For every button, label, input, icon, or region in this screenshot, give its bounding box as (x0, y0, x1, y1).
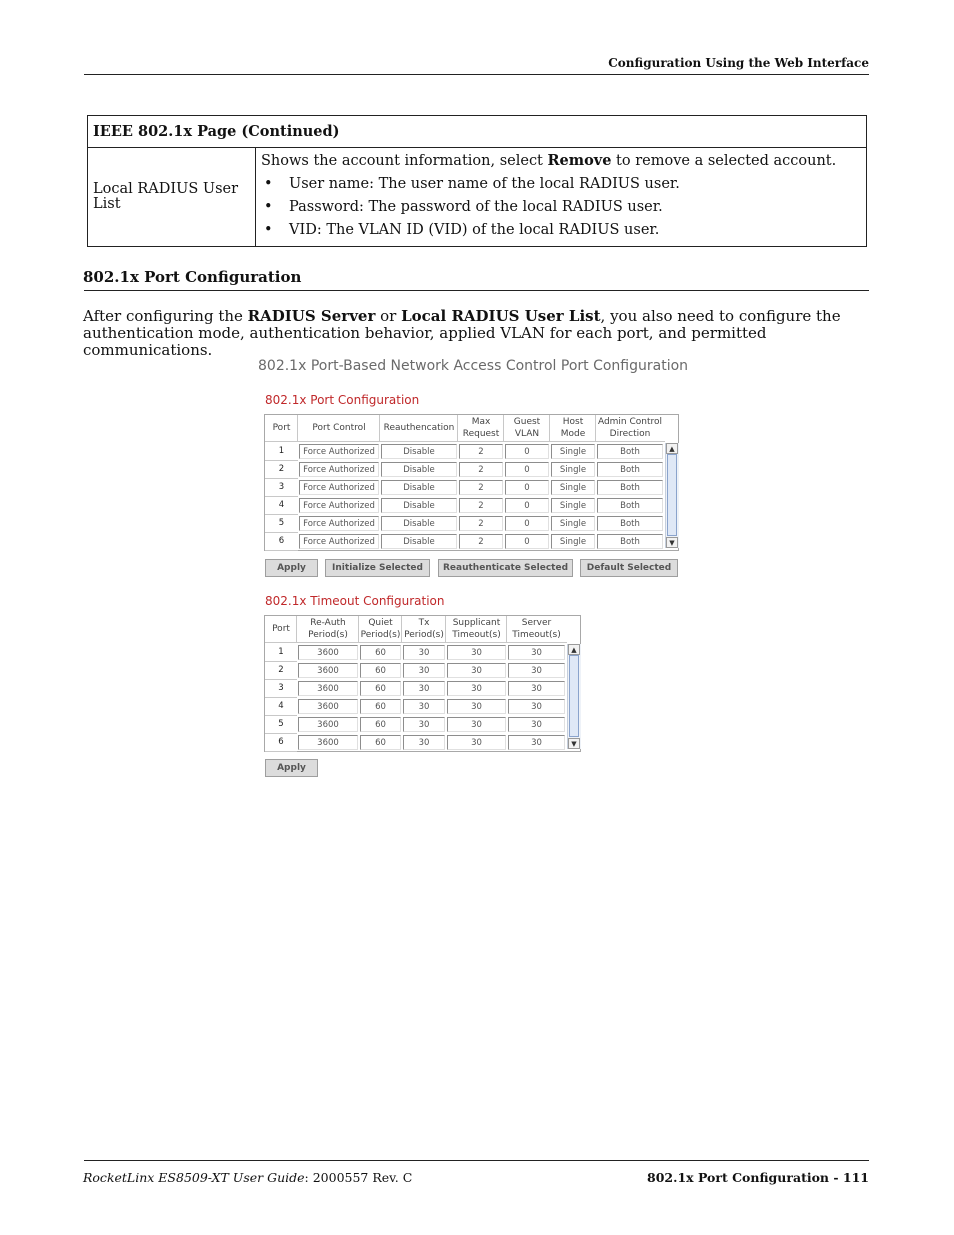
column-divider (445, 616, 446, 642)
row-label: Local RADIUS User List (88, 148, 256, 247)
reauthenticate-selected-button[interactable]: Reauthenticate Selected (438, 559, 573, 577)
table-cell-input[interactable]: 30 (403, 717, 445, 732)
column-header: Reauthencation (383, 423, 455, 433)
table-cell-input[interactable]: 3600 (298, 681, 358, 696)
column-divider (457, 415, 458, 441)
table-cell-input[interactable]: 30 (447, 735, 506, 750)
table-cell-input[interactable]: 2 (459, 516, 503, 531)
table-cell-input[interactable]: 60 (360, 717, 401, 732)
timeout-apply-button[interactable]: Apply (265, 759, 318, 777)
ieee-table (87, 115, 867, 247)
table-cell-input[interactable]: Both (597, 480, 663, 495)
table-cell-input[interactable]: 30 (403, 681, 445, 696)
row-divider (265, 715, 297, 716)
column-header: Quiet Period(s) (360, 618, 401, 640)
port-number: 4 (278, 701, 284, 711)
table-cell-input[interactable]: 60 (360, 645, 401, 660)
table-cell-input[interactable]: 30 (508, 681, 565, 696)
screenshot-title: 802.1x Port-Based Network Access Control Port Configuration (258, 358, 689, 374)
column-header: Supplicant Timeout(s) (452, 618, 501, 640)
bullet-item: • Password: The password of the local RADIUS user. (289, 196, 861, 219)
scroll-thumb[interactable] (569, 655, 579, 737)
table-cell-input[interactable]: 0 (505, 480, 549, 495)
table-cell-input[interactable]: Disable (381, 462, 457, 477)
para-text: After configuring the (83, 307, 248, 325)
table-cell-input[interactable]: 2 (459, 444, 503, 459)
bullet-item: • VID: The VLAN ID (VID) of the local RADIUS user. (289, 219, 861, 242)
table-cell-input[interactable]: 30 (508, 699, 565, 714)
table-cell-input[interactable]: 3600 (298, 735, 358, 750)
table-cell-input[interactable]: 60 (360, 735, 401, 750)
port-number: 6 (278, 536, 285, 546)
table-cell-input[interactable]: 2 (459, 498, 503, 513)
para-text: , you also need to configure the authentication mode, authentication behavior, applied VLAN for each port, and permitted communications. (83, 307, 841, 359)
table-cell-input[interactable]: Force Authorized (299, 462, 379, 477)
table-cell-input[interactable]: Force Authorized (299, 444, 379, 459)
header-rule (84, 74, 869, 75)
desc-post: to remove a selected account. (611, 153, 837, 169)
desc-pre: Shows the account information, select (261, 153, 548, 169)
table-cell-input[interactable]: 0 (505, 498, 549, 513)
header-divider (265, 441, 665, 442)
column-header: Admin Control Direction (597, 417, 663, 439)
desc-line (261, 149, 861, 173)
table-cell-input[interactable]: 30 (447, 645, 506, 660)
table-cell-input[interactable]: Disable (381, 480, 457, 495)
table-cell-input[interactable]: 30 (403, 735, 445, 750)
scroll-up-icon[interactable]: ▲ (666, 443, 678, 454)
column-header: Re-Auth Period(s) (308, 618, 348, 640)
table-cell-input[interactable]: 0 (505, 444, 549, 459)
column-divider (503, 415, 504, 441)
scroll-down-icon[interactable]: ▼ (666, 537, 678, 548)
footer-doc-ref (83, 1170, 412, 1185)
port-number: 3 (278, 482, 285, 492)
table-cell-input[interactable]: 2 (459, 462, 503, 477)
table-cell-input[interactable]: Disable (381, 444, 457, 459)
row-divider (265, 679, 297, 680)
column-header: Server Timeout(s) (512, 618, 561, 640)
initialize-selected-button[interactable]: Initialize Selected (325, 559, 430, 577)
table-cell-input[interactable]: Force Authorized (299, 480, 379, 495)
timeout-config-title: 802.1x Timeout Configuration (265, 594, 445, 608)
row-divider (265, 460, 298, 461)
table-cell-input[interactable]: Disable (381, 498, 457, 513)
row-divider (265, 697, 297, 698)
table-cell-input[interactable]: 2 (459, 480, 503, 495)
port-number: 1 (278, 446, 285, 456)
table-cell-input[interactable]: Disable (381, 516, 457, 531)
section-rule (84, 290, 869, 291)
vertical-scrollbar[interactable] (665, 443, 679, 548)
table-cell-input[interactable]: 60 (360, 699, 401, 714)
column-divider (379, 415, 380, 441)
column-header: Port (272, 423, 291, 433)
scroll-up-icon[interactable]: ▲ (568, 644, 580, 655)
section-title: 802.1x Port Configuration (83, 268, 302, 286)
port-number: 2 (278, 464, 285, 474)
footer-rule (84, 1160, 869, 1161)
table-cell-input[interactable]: Both (597, 534, 663, 549)
table-cell-input[interactable]: 0 (505, 534, 549, 549)
column-divider (297, 415, 298, 441)
running-header: Configuration Using the Web Interface (608, 56, 869, 70)
scroll-thumb[interactable] (667, 454, 677, 536)
vertical-scrollbar[interactable] (567, 644, 581, 749)
row-divider (265, 661, 297, 662)
para-bold: RADIUS Server (247, 307, 376, 325)
column-header: Tx Period(s) (404, 618, 444, 640)
row-divider (265, 733, 297, 734)
table-cell-input[interactable]: 3600 (298, 717, 358, 732)
table-cell-input[interactable]: Single (551, 516, 595, 531)
table-cell-input[interactable]: Force Authorized (299, 498, 379, 513)
port-number: 4 (278, 500, 285, 510)
table-cell-input[interactable]: 30 (508, 663, 565, 678)
row-divider (265, 532, 298, 533)
port-number: 1 (278, 647, 284, 657)
bullet-list (261, 173, 861, 242)
table-cell-input[interactable]: Both (597, 444, 663, 459)
table-cell-input[interactable]: Both (597, 462, 663, 477)
scroll-down-icon[interactable]: ▼ (568, 738, 580, 749)
port-number: 3 (278, 683, 284, 693)
column-header: Host Mode (560, 417, 586, 439)
table-cell-input[interactable]: Single (551, 480, 595, 495)
table-cell-input[interactable]: 60 (360, 681, 401, 696)
section-paragraph (83, 308, 873, 359)
table-cell-input[interactable]: 0 (505, 516, 549, 531)
row-divider (265, 514, 298, 515)
port-config-title: 802.1x Port Configuration (265, 393, 420, 407)
table-cell-input[interactable]: 3600 (298, 699, 358, 714)
table-cell-input[interactable]: Both (597, 516, 663, 531)
port-number: 5 (278, 719, 284, 729)
table-cell-input[interactable]: 30 (447, 699, 506, 714)
row-divider (265, 751, 297, 752)
timeout-config-table (264, 615, 581, 752)
port-config-table (264, 414, 679, 551)
column-divider (595, 415, 596, 441)
column-header: Port (272, 624, 290, 634)
table-cell-input[interactable]: 60 (360, 663, 401, 678)
table-cell-input[interactable]: 3600 (298, 645, 358, 660)
table-cell-input[interactable]: Single (551, 498, 595, 513)
para-bold: Local RADIUS User List (401, 307, 601, 325)
column-divider (506, 616, 507, 642)
table-cell-input[interactable]: 30 (403, 699, 445, 714)
header-divider (265, 642, 567, 643)
table-cell-input[interactable]: 3600 (298, 663, 358, 678)
port-number: 5 (278, 518, 285, 528)
table-cell-input[interactable]: 30 (403, 645, 445, 660)
column-divider (549, 415, 550, 441)
port-number: 6 (278, 737, 284, 747)
column-header: Guest VLAN (513, 417, 541, 439)
table-cell-input[interactable]: Force Authorized (299, 534, 379, 549)
para-text: or (375, 307, 402, 325)
apply-button[interactable]: Apply (265, 559, 318, 577)
footer-page: 802.1x Port Configuration - 111 (647, 1170, 869, 1185)
column-header: Port Control (312, 423, 366, 433)
table-cell-input[interactable]: 2 (459, 534, 503, 549)
table-cell-input[interactable]: 30 (508, 717, 565, 732)
table-cell-input[interactable]: 30 (447, 663, 506, 678)
column-divider (401, 616, 402, 642)
bullet-item: • User name: The user name of the local RADIUS user. (289, 173, 861, 196)
footer-doc-title: RocketLinx ES8509-XT User Guide (83, 1170, 305, 1185)
desc-bold: Remove (547, 152, 612, 169)
table-cell-input[interactable]: Disable (381, 534, 457, 549)
table-cell-input[interactable]: Force Authorized (299, 516, 379, 531)
row-divider (265, 550, 298, 551)
table-cell-input[interactable]: 0 (505, 462, 549, 477)
row-divider (265, 478, 298, 479)
table-cell-input[interactable]: Both (597, 498, 663, 513)
row-description (256, 148, 867, 247)
table-cell-input[interactable]: 30 (403, 663, 445, 678)
table-cell-input[interactable]: Single (551, 462, 595, 477)
ieee-table-heading: IEEE 802.1x Page (Continued) (88, 116, 867, 148)
table-cell-input[interactable]: Single (551, 534, 595, 549)
table-cell-input[interactable]: 30 (508, 735, 565, 750)
row-divider (265, 496, 298, 497)
footer-doc-rev: : 2000557 Rev. C (304, 1170, 413, 1185)
table-cell-input[interactable]: 30 (447, 681, 506, 696)
column-divider (296, 616, 297, 642)
table-cell-input[interactable]: Single (551, 444, 595, 459)
default-selected-button[interactable]: Default Selected (580, 559, 678, 577)
table-cell-input[interactable]: 30 (447, 717, 506, 732)
table-cell-input[interactable]: 30 (508, 645, 565, 660)
column-header: Max Request (462, 417, 500, 439)
port-number: 2 (278, 665, 284, 675)
column-divider (358, 616, 359, 642)
